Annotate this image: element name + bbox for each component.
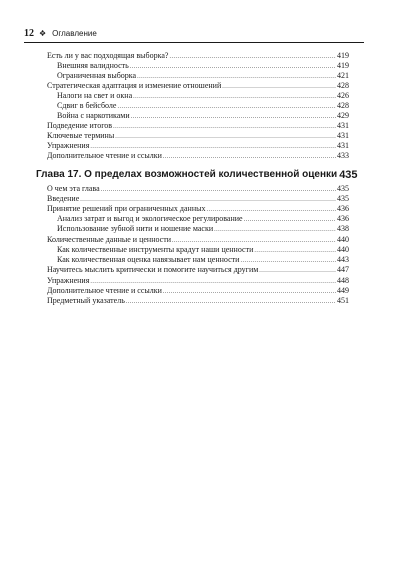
toc-entry-label: Предметный указатель xyxy=(47,296,125,305)
toc-entry-page: 449 xyxy=(337,286,349,295)
toc-entry-label: Дополнительное чтение и ссылки xyxy=(47,151,162,160)
toc-entry[interactable] xyxy=(47,235,349,245)
toc-entry-label: Анализ затрат и выгод и экологическое регулирование xyxy=(57,214,243,223)
leader-dots xyxy=(115,133,336,141)
toc-entry[interactable] xyxy=(47,141,349,151)
toc-entry-label: Дополнительное чтение и ссылки xyxy=(47,286,162,295)
toc-entry-page: 419 xyxy=(337,61,349,70)
leader-dots xyxy=(126,298,336,306)
toc-entry-label: Научитесь мыслить критически и помогите научиться другим xyxy=(47,265,259,274)
toc-entry-page: 431 xyxy=(337,131,349,140)
leader-dots xyxy=(131,113,336,121)
toc-entry-page: 440 xyxy=(337,245,349,254)
toc-entry-page: 428 xyxy=(337,101,349,110)
leader-dots xyxy=(137,73,336,81)
toc-entry-label: Ограниченная выборка xyxy=(57,71,137,80)
toc-entry-page: 435 xyxy=(337,184,349,193)
leader-dots xyxy=(80,196,336,204)
chapter-heading[interactable] xyxy=(36,169,358,181)
diamond-icon: ❖ xyxy=(39,28,47,38)
toc-entry-page: 438 xyxy=(337,224,349,233)
toc-entry-label: Налоги на свет и окна xyxy=(57,91,133,100)
toc-entry-label: Принятие решений при ограниченных данных xyxy=(47,204,206,213)
leader-dots xyxy=(90,143,336,151)
toc-entry-page: 440 xyxy=(337,235,349,244)
toc-entry-label: Ключевые термины xyxy=(47,131,115,140)
toc-entry[interactable] xyxy=(57,214,349,224)
leader-dots xyxy=(240,257,336,265)
toc-entry[interactable] xyxy=(57,245,349,255)
toc-entry-page: 448 xyxy=(337,276,349,285)
toc-entry-label: Как количественная оценка навязывает нам ценности xyxy=(57,255,240,264)
toc-entry[interactable] xyxy=(47,131,349,141)
toc-entry[interactable] xyxy=(57,61,349,71)
leader-dots xyxy=(130,63,336,71)
toc-entry[interactable] xyxy=(57,71,349,81)
leader-dots xyxy=(163,288,336,296)
toc-entry-label: Как количественные инструменты крадут наши ценности xyxy=(57,245,254,254)
toc-entry-page: 428 xyxy=(337,81,349,90)
toc-entry-page: 436 xyxy=(337,204,349,213)
header-rule xyxy=(24,42,364,43)
chapter-page: 435 xyxy=(339,169,358,181)
leader-dots xyxy=(222,83,336,91)
toc-entry-label: Стратегическая адаптация и изменение отношений xyxy=(47,81,222,90)
leader-dots xyxy=(117,103,336,111)
toc-entry-label: Упражнения xyxy=(47,141,90,150)
toc-entry[interactable] xyxy=(57,111,349,121)
toc-entry[interactable] xyxy=(47,81,349,91)
toc-entry[interactable] xyxy=(47,276,349,286)
toc-entry-label: Война с наркотиками xyxy=(57,111,130,120)
toc-entry[interactable] xyxy=(57,224,349,234)
toc-entry[interactable] xyxy=(47,296,349,306)
toc-entry[interactable] xyxy=(47,194,349,204)
toc-entry-page: 433 xyxy=(337,151,349,160)
toc-entry[interactable] xyxy=(47,265,349,275)
toc-entry-page: 443 xyxy=(337,255,349,264)
leader-dots xyxy=(244,216,336,224)
toc-entry-label: Количественные данные и ценности xyxy=(47,235,172,244)
leader-dots xyxy=(214,226,336,234)
toc-entry-page: 421 xyxy=(337,71,349,80)
toc-entry[interactable] xyxy=(47,51,349,61)
header-title: Оглавление xyxy=(52,28,97,38)
leader-dots xyxy=(206,206,336,214)
toc-entry[interactable] xyxy=(47,204,349,214)
toc-entry-page: 426 xyxy=(337,91,349,100)
toc-entry[interactable] xyxy=(57,91,349,101)
toc-entry-page: 429 xyxy=(337,111,349,120)
leader-dots xyxy=(101,186,336,194)
toc-entry-page: 431 xyxy=(337,141,349,150)
toc-entry-label: Использование зубной нити и ношение маски xyxy=(57,224,214,233)
toc-entry-label: Введение xyxy=(47,194,80,203)
leader-dots xyxy=(259,267,336,275)
leader-dots xyxy=(163,153,336,161)
toc-entry[interactable] xyxy=(57,255,349,265)
leader-dots xyxy=(172,237,336,245)
chapter-title: Глава 17. О пределах возможностей количественной оценки xyxy=(36,169,338,180)
running-header xyxy=(24,27,364,39)
toc-entry-page: 419 xyxy=(337,51,349,60)
page-number: 12 xyxy=(24,27,34,39)
leader-dots xyxy=(169,53,336,61)
toc-entry-label: Сдвиг в бейсболе xyxy=(57,101,117,110)
leader-dots xyxy=(133,93,336,101)
toc-entry-label: Внешняя валидность xyxy=(57,61,129,70)
toc-entry[interactable] xyxy=(47,184,349,194)
toc-entry[interactable] xyxy=(47,151,349,161)
toc-entry-page: 436 xyxy=(337,214,349,223)
toc-entry-page: 447 xyxy=(337,265,349,274)
toc-entry[interactable] xyxy=(57,101,349,111)
toc-entry[interactable] xyxy=(47,286,349,296)
toc-entry-page: 431 xyxy=(337,121,349,130)
toc-entry-page: 435 xyxy=(337,194,349,203)
toc-entry-label: О чем эта глава xyxy=(47,184,100,193)
toc-entry-page: 451 xyxy=(337,296,349,305)
leader-dots xyxy=(113,123,336,131)
toc-entry-label: Подведение итогов xyxy=(47,121,113,130)
toc-entry-label: Есть ли у вас подходящая выборка? xyxy=(47,51,169,60)
toc-entry[interactable] xyxy=(47,121,349,131)
leader-dots xyxy=(90,278,336,286)
leader-dots xyxy=(254,247,336,255)
toc-entry-label: Упражнения xyxy=(47,276,90,285)
